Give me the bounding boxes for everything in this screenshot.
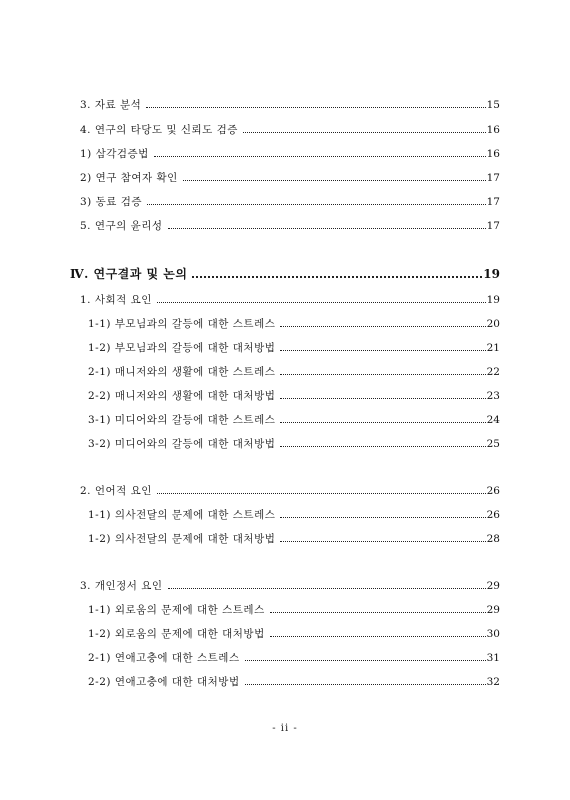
dot-leader [280, 398, 485, 399]
dot-leader [280, 374, 485, 375]
dot-leader [147, 204, 486, 205]
toc-entry-page: 32 [486, 676, 500, 688]
toc-entry-label: 5. 연구의 윤리성 [80, 220, 163, 232]
dot-leader [154, 156, 486, 157]
toc-entry-page: 31 [486, 652, 500, 664]
toc-entry-label: 3. 개인정서 요인 [80, 580, 163, 592]
dot-leader [146, 107, 485, 108]
dot-leader [192, 276, 482, 278]
toc-entry-page: 15 [486, 99, 500, 111]
dot-leader [280, 350, 485, 351]
toc-entry-label: 1. 사회적 요인 [80, 294, 152, 306]
toc-entry-label: 2-1) 연애고충에 대한 스트레스 [88, 652, 240, 664]
toc-entry[interactable] [88, 341, 500, 355]
toc-entry[interactable] [80, 171, 500, 185]
toc-entry-page: 17 [486, 172, 500, 184]
toc-entry[interactable] [88, 675, 500, 689]
toc-entry-label: 1) 삼각검증법 [80, 148, 149, 160]
dot-leader [280, 446, 485, 447]
toc-entry-page: 28 [486, 533, 500, 545]
toc-entry[interactable] [88, 508, 500, 522]
dot-leader [168, 228, 486, 229]
toc-entry-page: 23 [486, 390, 500, 402]
toc-entry-page: 22 [486, 366, 500, 378]
toc-entry[interactable] [88, 389, 500, 403]
toc-entry-page: 29 [486, 604, 500, 616]
toc-entry[interactable] [80, 484, 500, 498]
toc-entry-page: 17 [486, 220, 500, 232]
toc-entry[interactable] [88, 317, 500, 331]
toc-entry-label: 1-2) 의사전달의 문제에 대한 대처방법 [88, 533, 276, 545]
dot-leader [270, 636, 486, 637]
dot-leader [280, 541, 485, 542]
toc-entry-page: 17 [486, 196, 500, 208]
toc-entry-page: 16 [486, 148, 500, 160]
toc-entry[interactable] [88, 532, 500, 546]
toc-entry-label: 2) 연구 참여자 확인 [80, 172, 178, 184]
toc-entry-label: 2-2) 연애고충에 대한 대처방법 [88, 676, 240, 688]
toc-entry-page: 25 [486, 438, 500, 450]
dot-leader [157, 302, 486, 303]
toc-entry-page: 21 [486, 342, 500, 354]
dot-leader [168, 588, 486, 589]
dot-leader [270, 612, 486, 613]
toc-entry[interactable] [88, 651, 500, 665]
dot-leader [245, 660, 486, 661]
dot-leader [280, 326, 485, 327]
toc-chapter-entry[interactable] [70, 266, 500, 282]
toc-entry[interactable] [88, 437, 500, 451]
dot-leader [280, 517, 485, 518]
toc-entry-page: 26 [486, 485, 500, 497]
toc-entry[interactable] [80, 195, 500, 209]
toc-entry-label: 1-1) 외로움의 문제에 대한 스트레스 [88, 604, 265, 616]
toc-entry-label: 1-1) 부모님과의 갈등에 대한 스트레스 [88, 318, 276, 330]
dot-leader [157, 493, 486, 494]
toc-entry[interactable] [88, 413, 500, 427]
toc-entry[interactable] [80, 219, 500, 233]
toc-entry[interactable] [88, 627, 500, 641]
toc-entry-page: 29 [486, 580, 500, 592]
toc-entry-label: 3-2) 미디어와의 갈등에 대한 대처방법 [88, 438, 276, 450]
toc-entry-label: 1-1) 의사전달의 문제에 대한 스트레스 [88, 509, 276, 521]
page-number: - ii - [272, 723, 298, 734]
toc-entry[interactable] [80, 293, 500, 307]
toc-chapter-label: Ⅳ. 연구결과 및 논의 [70, 267, 188, 281]
toc-entry-label: 3-1) 미디어와의 갈등에 대한 스트레스 [88, 414, 276, 426]
toc-chapter-page: 19 [483, 267, 500, 281]
toc-entry-label: 1-2) 부모님과의 갈등에 대한 대처방법 [88, 342, 276, 354]
toc-entry-page: 20 [486, 318, 500, 330]
toc-entry-label: 2. 언어적 요인 [80, 485, 152, 497]
toc-entry-page: 24 [486, 414, 500, 426]
toc-entry[interactable] [80, 98, 500, 112]
dot-leader [243, 132, 486, 133]
toc-entry-page: 30 [486, 628, 500, 640]
toc-entry-label: 2-2) 매니저와의 생활에 대한 대처방법 [88, 390, 276, 402]
dot-leader [183, 180, 486, 181]
toc-entry-page: 16 [486, 124, 500, 136]
dot-leader [280, 422, 485, 423]
toc-entry[interactable] [88, 603, 500, 617]
toc-entry[interactable] [88, 365, 500, 379]
toc-entry[interactable] [80, 579, 500, 593]
toc-entry-label: 1-2) 외로움의 문제에 대한 대처방법 [88, 628, 265, 640]
toc-entry[interactable] [80, 123, 500, 137]
toc-entry-label: 2-1) 매니저와의 생활에 대한 스트레스 [88, 366, 276, 378]
toc-entry-label: 3) 동료 검증 [80, 196, 143, 208]
toc-entry-label: 4. 연구의 타당도 및 신뢰도 검증 [80, 124, 238, 136]
dot-leader [245, 684, 486, 685]
toc-entry-page: 19 [486, 294, 500, 306]
toc-entry-page: 26 [486, 509, 500, 521]
toc-entry[interactable] [80, 147, 500, 161]
toc-entry-label: 3. 자료 분석 [80, 99, 142, 111]
